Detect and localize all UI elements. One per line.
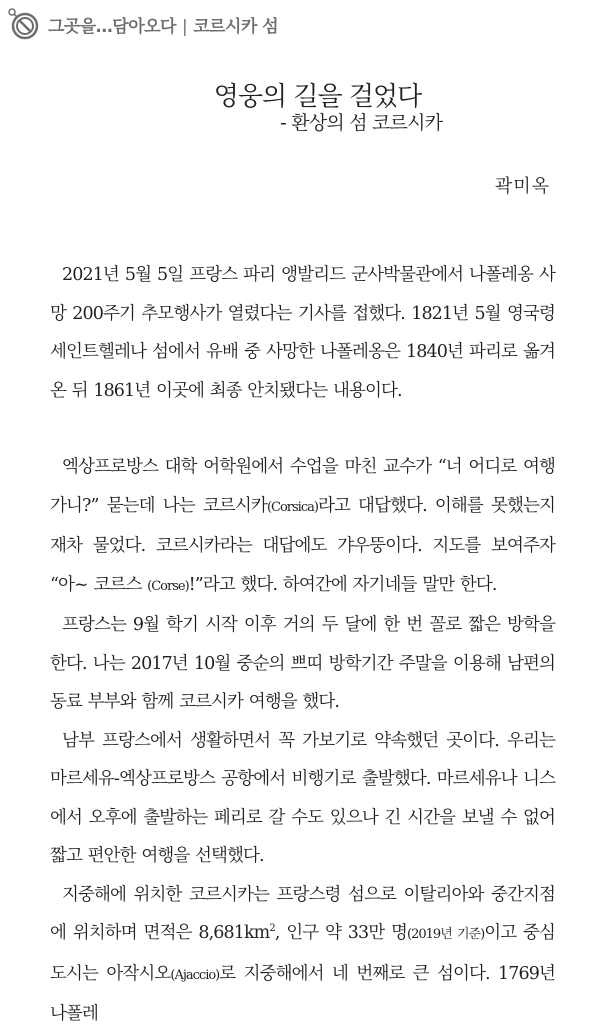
section-header	[6, 6, 278, 42]
header-title	[48, 12, 278, 37]
paragraph-2	[50, 448, 555, 606]
paragraph-2-note-a: (Corsica)	[266, 499, 318, 515]
paragraph-5-text-c: 이고 중심도시는 아작시오	[50, 923, 555, 984]
paragraph-2-note-b: (Corse)	[147, 578, 189, 594]
section-name: 그곳을…담아오다	[48, 16, 176, 37]
topic-name: 코르시카 섬	[193, 16, 279, 37]
header-separator: |	[181, 16, 188, 37]
article-author: 곽미옥	[494, 176, 550, 197]
article-body	[50, 256, 555, 1034]
paragraph-2-text-c: !”라고 했다. 하여간에 자기네들 말만 한다.	[188, 574, 497, 595]
paragraph-4: 남부 프랑스에서 생활하면서 꼭 가보기로 약속했던 곳이다. 우리는 마르세유-엑상프로방스 공항에서 비행기로 출발했다. 마르세유나 니스에서 오후에 출발하는 페리로 갈 수도 있으나 긴 시간을 보낼 수 없어 짧고 편안한 여행을 선택했다.	[50, 730, 555, 866]
paragraph-5-note-a: (2019년 기준)	[407, 927, 485, 942]
paragraph-5	[50, 876, 555, 1034]
article-subtitle: - 환상의 섬 코르시카	[280, 112, 443, 134]
paragraph-5-text-d: 로 지중해에서 네 번째로 큰 섬이다. 1769년 나폴레	[50, 963, 555, 1024]
paragraph-2-text-b: 라고 대답했다. 이해를 못했는지 재차 물었다. 코르시카라는 대답에도 갸우뚱이다. 지도를 보여주자 “아~ 코르스	[50, 495, 556, 595]
paragraph-2-text-a: 엑상프로방스 대학 어학원에서 수업을 마친 교수가 “너 어디로 여행 가니?” 묻는데 나는 코르시카	[50, 457, 555, 516]
article-title: 영웅의 길을 걸었다	[213, 82, 422, 112]
paragraph-5-text-b: , 인구 약 33만 명	[274, 923, 408, 943]
no-photo-icon	[6, 6, 42, 42]
paragraph-5-text-a: 지중해에 위치한 코르시카는 프랑스령 섬으로 이탈리아와 중간지점에 위치하며 면적은 8,681km	[50, 884, 555, 943]
superscript: 2	[269, 923, 275, 935]
paragraph-1: 2021년 5월 5일 프랑스 파리 앵발리드 군사박물관에서 나폴레옹 사망 200주기 추모행사가 열렸다는 기사를 접했다. 1821년 5월 영국령 세인트헬레나 섬에서 유배 중 사망한 나폴레옹은 1840년 파리로 옮겨 온 뒤 1861년 이곳에 최종 안치됐다는 내용이다.	[50, 265, 555, 401]
paragraph-5-note-b: (Ajaccio)	[170, 967, 220, 983]
paragraph-3: 프랑스는 9월 학기 시작 이후 거의 두 달에 한 번 꼴로 짧은 방학을 한다. 나는 2017년 10월 중순의 쁘띠 방학기간 주말을 이용해 남편의 동료 부부와 함께 코르시카 여행을 했다.	[50, 615, 555, 712]
